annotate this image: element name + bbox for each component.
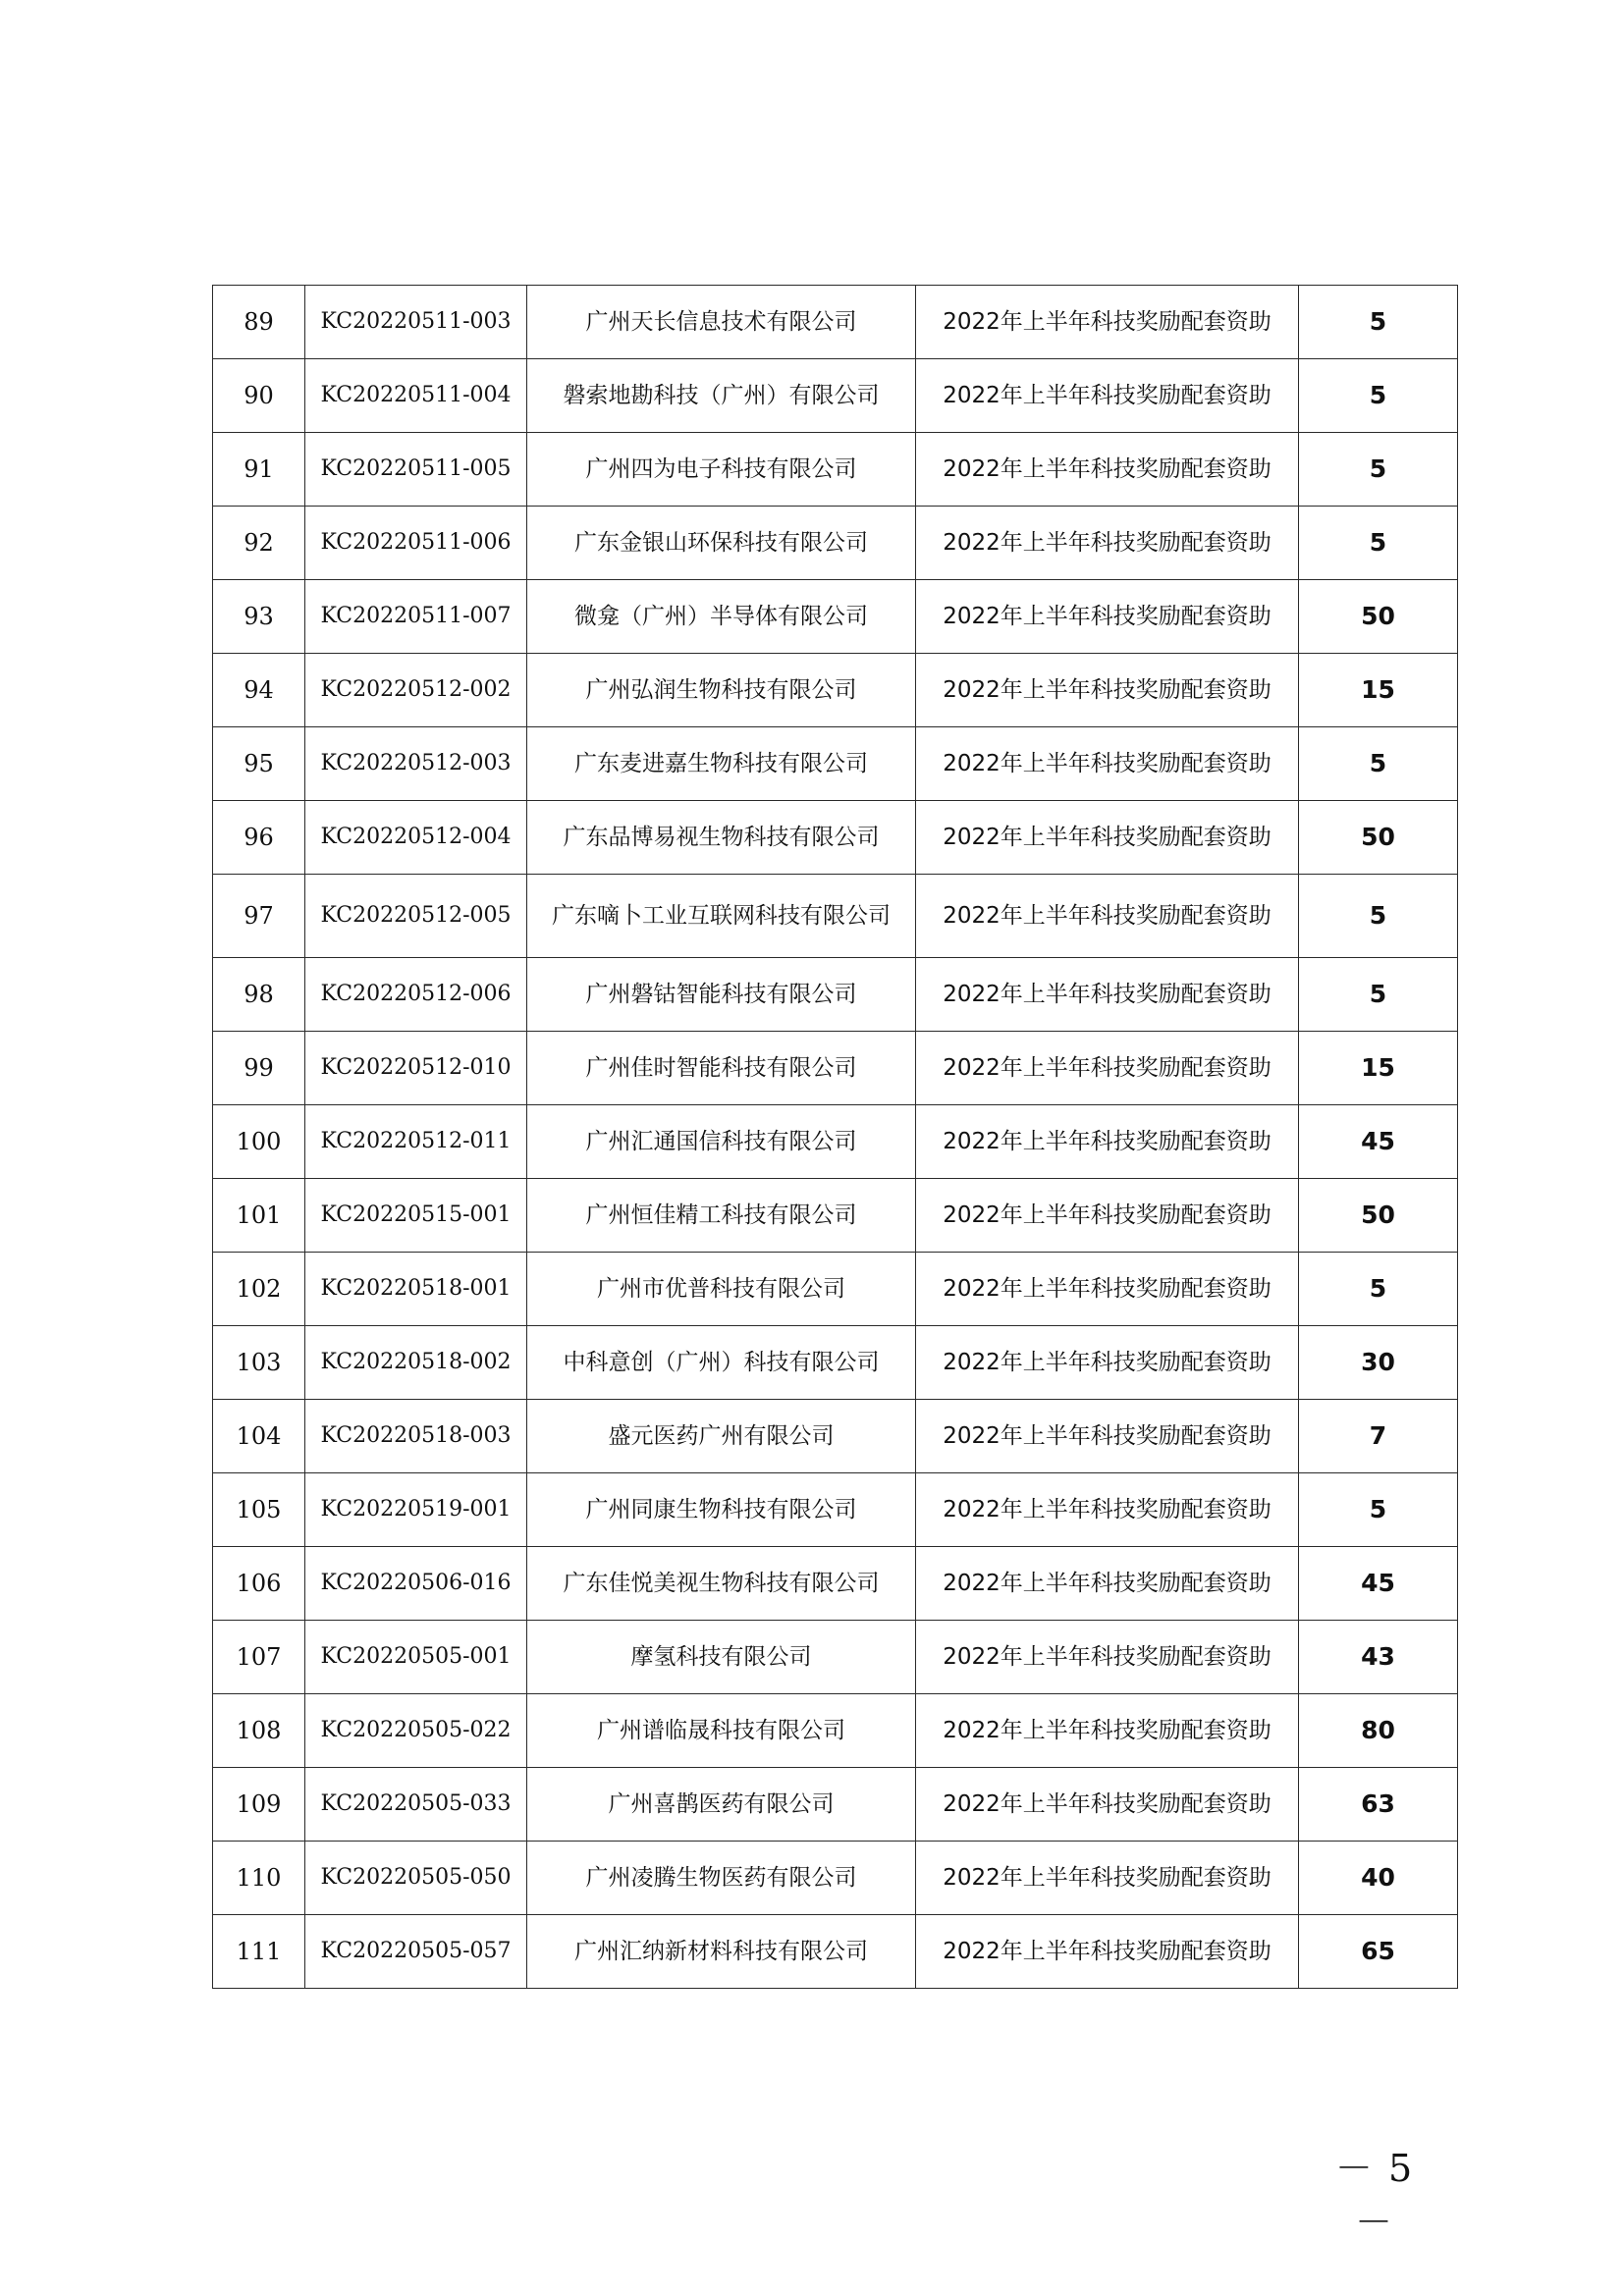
row-number: 101 bbox=[213, 1179, 305, 1253]
row-number: 91 bbox=[213, 433, 305, 507]
company-name: 广州佳时智能科技有限公司 bbox=[527, 1032, 916, 1105]
project-code: KC20220512-004 bbox=[305, 801, 527, 875]
project-code: KC20220505-022 bbox=[305, 1694, 527, 1768]
company-name: 广州谱临晟科技有限公司 bbox=[527, 1694, 916, 1768]
funding-amount: 5 bbox=[1299, 875, 1458, 958]
funding-amount: 5 bbox=[1299, 286, 1458, 359]
company-name: 广东品博易视生物科技有限公司 bbox=[527, 801, 916, 875]
table-row bbox=[213, 1400, 1458, 1473]
table-row bbox=[213, 1326, 1458, 1400]
table-row bbox=[213, 1032, 1458, 1105]
row-number: 106 bbox=[213, 1547, 305, 1621]
project-code: KC20220519-001 bbox=[305, 1473, 527, 1547]
project-code: KC20220512-006 bbox=[305, 958, 527, 1032]
table-row bbox=[213, 1694, 1458, 1768]
row-number: 105 bbox=[213, 1473, 305, 1547]
row-number: 102 bbox=[213, 1253, 305, 1326]
funding-amount: 5 bbox=[1299, 727, 1458, 801]
row-number: 98 bbox=[213, 958, 305, 1032]
funding-amount: 7 bbox=[1299, 1400, 1458, 1473]
table-row bbox=[213, 1105, 1458, 1179]
table-row bbox=[213, 1621, 1458, 1694]
funding-type: 2022年上半年科技奖励配套资助 bbox=[916, 1253, 1299, 1326]
company-name: 中科意创（广州）科技有限公司 bbox=[527, 1326, 916, 1400]
funding-amount: 5 bbox=[1299, 359, 1458, 433]
row-number: 92 bbox=[213, 507, 305, 580]
funding-type: 2022年上半年科技奖励配套资助 bbox=[916, 801, 1299, 875]
funding-amount: 80 bbox=[1299, 1694, 1458, 1768]
company-name: 广州汇纳新材料科技有限公司 bbox=[527, 1915, 916, 1989]
company-name: 盛元医药广州有限公司 bbox=[527, 1400, 916, 1473]
page-number: － 5 － bbox=[1334, 2147, 1415, 2244]
funding-type: 2022年上半年科技奖励配套资助 bbox=[916, 1768, 1299, 1842]
company-name: 广东佳悦美视生物科技有限公司 bbox=[527, 1547, 916, 1621]
row-number: 110 bbox=[213, 1842, 305, 1915]
company-name: 广州喜鹊医药有限公司 bbox=[527, 1768, 916, 1842]
funding-amount: 5 bbox=[1299, 507, 1458, 580]
company-name: 广州恒佳精工科技有限公司 bbox=[527, 1179, 916, 1253]
company-name: 微龛（广州）半导体有限公司 bbox=[527, 580, 916, 654]
funding-type: 2022年上半年科技奖励配套资助 bbox=[916, 1473, 1299, 1547]
funding-type: 2022年上半年科技奖励配套资助 bbox=[916, 1400, 1299, 1473]
funding-amount: 45 bbox=[1299, 1105, 1458, 1179]
funding-type: 2022年上半年科技奖励配套资助 bbox=[916, 580, 1299, 654]
funding-type: 2022年上半年科技奖励配套资助 bbox=[916, 1547, 1299, 1621]
table-row bbox=[213, 1253, 1458, 1326]
project-code: KC20220518-001 bbox=[305, 1253, 527, 1326]
project-code: KC20220511-004 bbox=[305, 359, 527, 433]
row-number: 94 bbox=[213, 654, 305, 727]
company-name: 广州磐钴智能科技有限公司 bbox=[527, 958, 916, 1032]
project-code: KC20220505-001 bbox=[305, 1621, 527, 1694]
row-number: 97 bbox=[213, 875, 305, 958]
project-code: KC20220512-005 bbox=[305, 875, 527, 958]
funding-type: 2022年上半年科技奖励配套资助 bbox=[916, 1326, 1299, 1400]
funding-type: 2022年上半年科技奖励配套资助 bbox=[916, 958, 1299, 1032]
table-row bbox=[213, 1473, 1458, 1547]
table-row bbox=[213, 1768, 1458, 1842]
funding-amount: 63 bbox=[1299, 1768, 1458, 1842]
funding-table bbox=[212, 285, 1458, 1989]
project-code: KC20220511-006 bbox=[305, 507, 527, 580]
funding-amount: 50 bbox=[1299, 580, 1458, 654]
funding-type: 2022年上半年科技奖励配套资助 bbox=[916, 507, 1299, 580]
table-row bbox=[213, 359, 1458, 433]
project-code: KC20220512-010 bbox=[305, 1032, 527, 1105]
table-row bbox=[213, 507, 1458, 580]
funding-type: 2022年上半年科技奖励配套资助 bbox=[916, 433, 1299, 507]
project-code: KC20220512-002 bbox=[305, 654, 527, 727]
funding-amount: 5 bbox=[1299, 433, 1458, 507]
company-name: 广东金银山环保科技有限公司 bbox=[527, 507, 916, 580]
company-name: 广州同康生物科技有限公司 bbox=[527, 1473, 916, 1547]
table-row bbox=[213, 958, 1458, 1032]
table-row bbox=[213, 875, 1458, 958]
row-number: 99 bbox=[213, 1032, 305, 1105]
funding-type: 2022年上半年科技奖励配套资助 bbox=[916, 286, 1299, 359]
funding-amount: 30 bbox=[1299, 1326, 1458, 1400]
funding-amount: 43 bbox=[1299, 1621, 1458, 1694]
project-code: KC20220511-003 bbox=[305, 286, 527, 359]
funding-amount: 40 bbox=[1299, 1842, 1458, 1915]
funding-amount: 15 bbox=[1299, 1032, 1458, 1105]
company-name: 广州凌腾生物医药有限公司 bbox=[527, 1842, 916, 1915]
funding-amount: 15 bbox=[1299, 654, 1458, 727]
company-name: 广州汇通国信科技有限公司 bbox=[527, 1105, 916, 1179]
company-name: 广东嘀卜工业互联网科技有限公司 bbox=[527, 875, 916, 958]
row-number: 103 bbox=[213, 1326, 305, 1400]
funding-amount: 5 bbox=[1299, 1473, 1458, 1547]
funding-type: 2022年上半年科技奖励配套资助 bbox=[916, 1842, 1299, 1915]
funding-amount: 50 bbox=[1299, 801, 1458, 875]
funding-type: 2022年上半年科技奖励配套资助 bbox=[916, 727, 1299, 801]
row-number: 89 bbox=[213, 286, 305, 359]
row-number: 111 bbox=[213, 1915, 305, 1989]
project-code: KC20220511-007 bbox=[305, 580, 527, 654]
project-code: KC20220515-001 bbox=[305, 1179, 527, 1253]
row-number: 95 bbox=[213, 727, 305, 801]
funding-type: 2022年上半年科技奖励配套资助 bbox=[916, 1621, 1299, 1694]
table-row bbox=[213, 286, 1458, 359]
funding-amount: 5 bbox=[1299, 1253, 1458, 1326]
funding-type: 2022年上半年科技奖励配套资助 bbox=[916, 1179, 1299, 1253]
funding-type: 2022年上半年科技奖励配套资助 bbox=[916, 654, 1299, 727]
row-number: 107 bbox=[213, 1621, 305, 1694]
project-code: KC20220518-002 bbox=[305, 1326, 527, 1400]
table-row bbox=[213, 1547, 1458, 1621]
row-number: 93 bbox=[213, 580, 305, 654]
row-number: 100 bbox=[213, 1105, 305, 1179]
row-number: 96 bbox=[213, 801, 305, 875]
project-code: KC20220511-005 bbox=[305, 433, 527, 507]
company-name: 广州市优普科技有限公司 bbox=[527, 1253, 916, 1326]
table-row bbox=[213, 433, 1458, 507]
project-code: KC20220512-011 bbox=[305, 1105, 527, 1179]
project-code: KC20220505-050 bbox=[305, 1842, 527, 1915]
row-number: 109 bbox=[213, 1768, 305, 1842]
table-body bbox=[213, 286, 1458, 1989]
table-row bbox=[213, 801, 1458, 875]
funding-amount: 5 bbox=[1299, 958, 1458, 1032]
table-row bbox=[213, 727, 1458, 801]
project-code: KC20220506-016 bbox=[305, 1547, 527, 1621]
table-row bbox=[213, 580, 1458, 654]
funding-type: 2022年上半年科技奖励配套资助 bbox=[916, 1915, 1299, 1989]
funding-amount: 45 bbox=[1299, 1547, 1458, 1621]
company-name: 广州天长信息技术有限公司 bbox=[527, 286, 916, 359]
funding-amount: 50 bbox=[1299, 1179, 1458, 1253]
company-name: 广州四为电子科技有限公司 bbox=[527, 433, 916, 507]
funding-type: 2022年上半年科技奖励配套资助 bbox=[916, 1694, 1299, 1768]
project-code: KC20220512-003 bbox=[305, 727, 527, 801]
funding-type: 2022年上半年科技奖励配套资助 bbox=[916, 359, 1299, 433]
table-row bbox=[213, 654, 1458, 727]
table-row bbox=[213, 1915, 1458, 1989]
table-row bbox=[213, 1179, 1458, 1253]
project-code: KC20220518-003 bbox=[305, 1400, 527, 1473]
funding-type: 2022年上半年科技奖励配套资助 bbox=[916, 1105, 1299, 1179]
funding-type: 2022年上半年科技奖励配套资助 bbox=[916, 1032, 1299, 1105]
funding-type: 2022年上半年科技奖励配套资助 bbox=[916, 875, 1299, 958]
company-name: 磐索地勘科技（广州）有限公司 bbox=[527, 359, 916, 433]
company-name: 摩氢科技有限公司 bbox=[527, 1621, 916, 1694]
company-name: 广州弘润生物科技有限公司 bbox=[527, 654, 916, 727]
row-number: 90 bbox=[213, 359, 305, 433]
table-row bbox=[213, 1842, 1458, 1915]
row-number: 108 bbox=[213, 1694, 305, 1768]
row-number: 104 bbox=[213, 1400, 305, 1473]
company-name: 广东麦进嘉生物科技有限公司 bbox=[527, 727, 916, 801]
project-code: KC20220505-033 bbox=[305, 1768, 527, 1842]
funding-amount: 65 bbox=[1299, 1915, 1458, 1989]
project-code: KC20220505-057 bbox=[305, 1915, 527, 1989]
